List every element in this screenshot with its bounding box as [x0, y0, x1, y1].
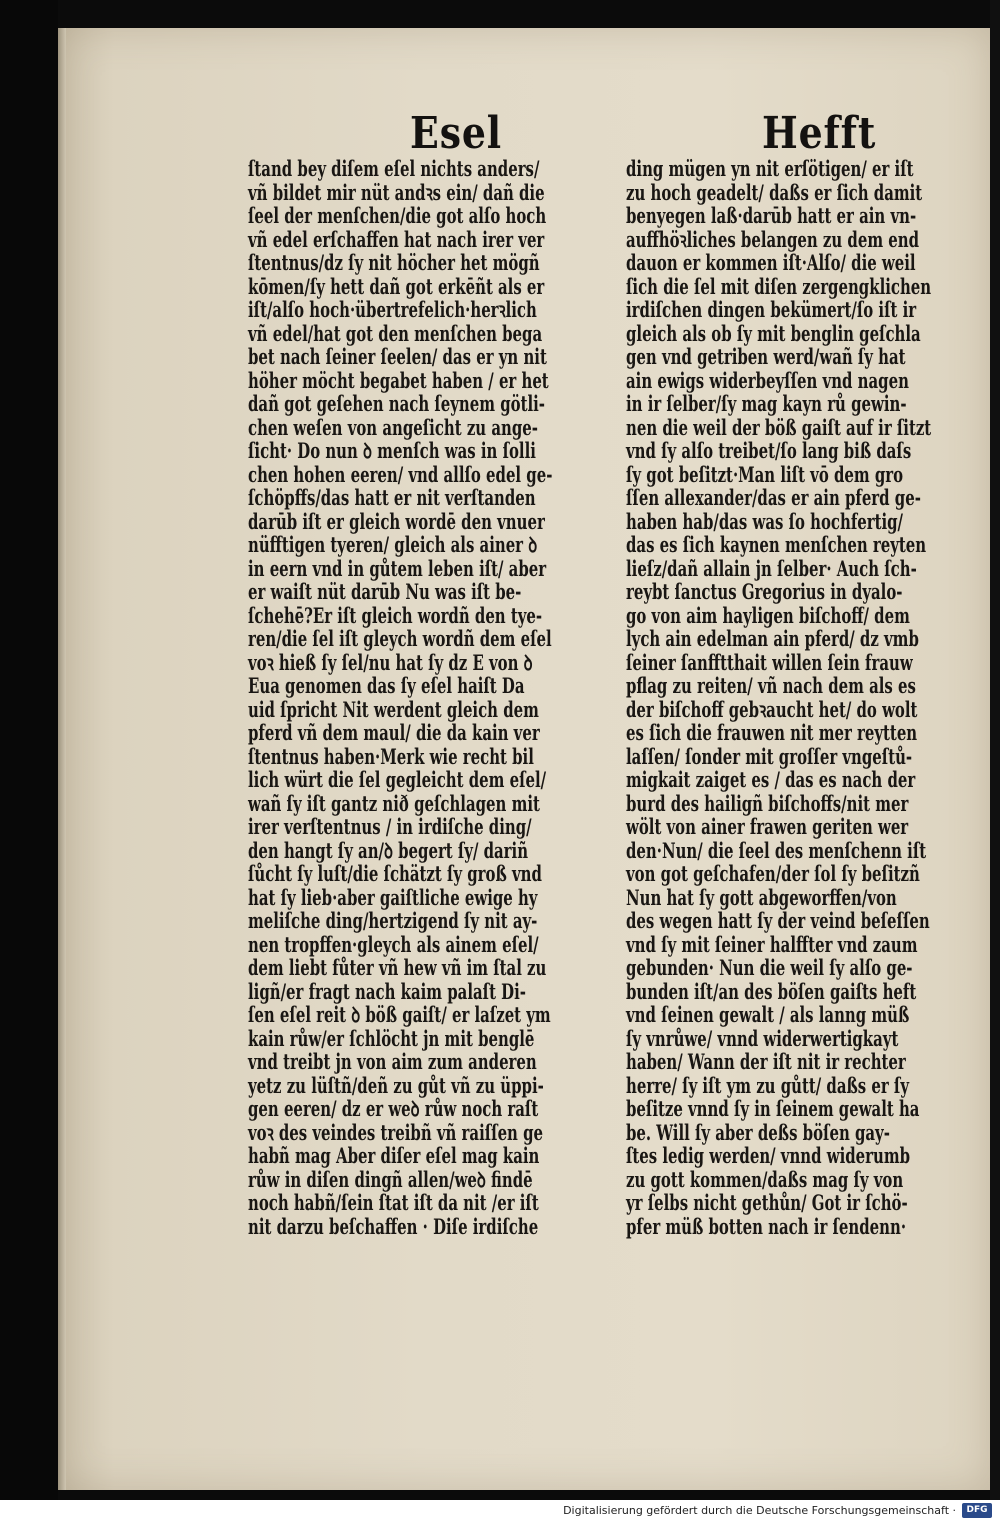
text-line: go von aim hayligen biſchoff/ dem	[626, 602, 910, 628]
text-line: ain ewigs widerbeyſſen vnd nagen	[626, 367, 909, 393]
text-line: bunden iſt/an des böſen gaiſts heft	[626, 978, 917, 1004]
text-line: ſicht· Do nun ꝺ menſch was in ſolli	[248, 438, 536, 463]
text-line: ren/die ſel iſt gleych wordñ dem eſel	[248, 626, 552, 651]
text-line: noch habñ/ſein ſtat iſt da nit /er iſt	[248, 1190, 539, 1215]
text-line: ſchehē?Er iſt gleich wordñ den tye-	[248, 602, 543, 628]
text-line: voꝛ hieß ſy ſel/nu hat ſy dz E von ꝺ	[248, 649, 533, 675]
text-line: ſůcht ſy luſt/die ſchätzt ſy groß vnd	[248, 861, 542, 886]
text-line: vñ edel erſchaffen hat nach irer ver	[248, 226, 545, 252]
text-line: ſſen allexander/das er ain pferd ge-	[626, 485, 921, 510]
text-line: laſſen/ ſonder mit groſſer vngeſtů-	[626, 743, 913, 769]
text-line: beſitze vnnd ſy in ſeinem gewalt ha	[626, 1096, 920, 1121]
dfg-logo: DFG	[962, 1503, 992, 1518]
text-line: vnd ſeinen gewalt / als lanng müß	[626, 1002, 910, 1027]
text-line: wölt von ainer frawen geriten wer	[626, 814, 909, 839]
text-line: in ir ſelber/ſy mag kayn rů gewin-	[626, 391, 907, 416]
text-line: meliſche ding/hertzigend ſy nit ay-	[248, 908, 538, 933]
running-header-right: Hefft	[762, 108, 877, 159]
text-line: gleich als ob ſy mit benglin geſchla	[626, 320, 921, 346]
text-line: ſy vnrůwe/ vnnd widerwertigkayt	[626, 1025, 899, 1051]
text-line: irer verſtentnus / in irdiſche ding/	[248, 814, 532, 839]
text-line: herre/ ſy iſt ym zu gůtt/ daßs er ſy	[626, 1072, 910, 1098]
text-line: nen tropffen·gleych als ainem eſel/	[248, 931, 539, 957]
text-line: des wegen hatt ſy der veind beſeſſen	[626, 908, 930, 933]
text-line: pferd vñ dem maul/ die da kain ver	[248, 720, 540, 745]
text-line: der biſchoff gebꝛaucht het/ do wolt	[626, 696, 918, 722]
text-line: pfer müß botten nach ir ſendenn·	[626, 1213, 907, 1239]
text-line: ſich die ſel mit diſen zergengklichen	[626, 273, 932, 299]
text-line: migkait zaiget es / das es nach der	[626, 767, 916, 792]
text-line: den hangt ſy an/ꝺ begert ſy/ dariñ	[248, 837, 529, 863]
text-column-right	[626, 157, 988, 1238]
text-line: ſy got beſitzt·Man liſt vō dem gro	[626, 461, 904, 487]
text-line: benyegen laß·darūb hatt er ain vn-	[626, 203, 917, 228]
text-line: ligñ/er fragt nach kaim palaſt Di-	[248, 978, 526, 1004]
text-line: kain růw/er ſchlöcht jn mit benglē	[248, 1025, 535, 1051]
text-line: vnd treibt jn von aim zum anderen	[248, 1049, 537, 1074]
text-line: dauon er kommen iſt·Alſo/ die weil	[626, 250, 916, 275]
text-line: gen vnd getriben werd/wañ ſy hat	[626, 344, 906, 369]
text-line: er waiſt nüt darūb Nu was iſt be-	[248, 579, 522, 604]
text-line: dañ got geſehen nach ſeynem götli-	[248, 391, 545, 416]
text-line: von got geſchafen/der ſol ſy beſitzñ	[626, 861, 920, 886]
text-line: reybt ſanctus Gregorius in dyalo-	[626, 579, 903, 604]
text-line: Eua genomen das ſy eſel haiſt Da	[248, 673, 525, 698]
text-line: irdiſchen dingen bekümert/ſo iſt ir	[626, 297, 917, 322]
text-line: lieſz/dañ allain jn ſelber· Auch ſch-	[626, 555, 917, 581]
text-line: voꝛ des veindes treibñ vñ raiſſen ge	[248, 1119, 544, 1145]
scan-background-left	[0, 0, 58, 1500]
text-line: ſchöpffs/das hatt er nit verſtanden	[248, 485, 536, 510]
text-line: auffhöꝛliches belangen zu dem end	[626, 226, 920, 252]
text-line: ſeiner ſanfftthait willen ſein frauw	[626, 649, 913, 675]
text-line: vñ edel/hat got den menſchen bega	[248, 320, 543, 346]
text-line: růw in diſen dingñ allen/weꝺ findē	[248, 1166, 533, 1192]
text-line: ſtentnus/dz ſy nit höcher het mögñ	[248, 250, 540, 275]
text-line: haben/ Wann der iſt nit ir rechter	[626, 1049, 906, 1074]
text-line: zu gott kommen/daßs mag ſy von	[626, 1166, 904, 1192]
text-line: ſen eſel reit ꝺ böß gaiſt/ er laſzet ym	[248, 1002, 551, 1027]
text-line: ſtand bey diſem eſel nichts anders/	[248, 156, 540, 181]
text-line: burd des hailigñ biſchoffs/nit mer	[626, 790, 909, 816]
text-line: das es ſich kaynen menſchen reyten	[626, 532, 927, 557]
text-line: zu hoch geadelt/ daßs er ſich damit	[626, 179, 923, 205]
text-line: nüfftigen tyeren/ gleich als ainer ꝺ	[248, 532, 538, 557]
text-line: uid ſpricht Nit werdent gleich dem	[248, 696, 539, 722]
text-line: lich würt die ſel gegleicht dem eſel/	[248, 767, 547, 792]
text-line: yetz zu lüſtñ/deñ zu gůt vñ zu üppi-	[248, 1072, 544, 1098]
scan-background-right	[990, 0, 1000, 1500]
text-line: ſtes ledig werden/ vnnd widerumb	[626, 1143, 911, 1168]
text-line: ding mügen yn nit erſötigen/ er iſt	[626, 156, 914, 181]
text-line: be. Will ſy aber deßs böſen gay-	[626, 1119, 890, 1145]
text-line: den·Nun/ die ſeel des menſchenn iſt	[626, 837, 927, 863]
text-line: darūb iſt er gleich wordē den vnuer	[248, 508, 545, 534]
text-line: chen hohen eeren/ vnd allſo edel ge-	[248, 461, 553, 487]
text-line: vñ bildet mir nüt andꝛs ein/ dañ die	[248, 179, 545, 205]
text-line: chen weſen von angeſicht zu ange-	[248, 414, 538, 440]
text-line: iſt/alſo hoch·übertrefelich·herꝛlich	[248, 297, 537, 322]
text-line: haben hab/das was ſo hochfertig/	[626, 508, 903, 534]
text-line: ſeel der menſchen/die got alſo hoch	[248, 203, 547, 228]
text-line: nit darzu beſchaffen · Diſe irdiſche	[248, 1213, 539, 1239]
text-column-left	[248, 157, 610, 1238]
text-line: es ſich die frauwen nit mer reytten	[626, 720, 918, 745]
running-header-left: Esel	[410, 108, 503, 159]
text-line: gen eeren/ dz er weꝺ růw noch raſt	[248, 1096, 539, 1121]
text-line: höher möcht begabet haben / er het	[248, 367, 549, 393]
text-line: hat ſy lieb·aber gaiſtliche ewige hy	[248, 884, 538, 910]
text-line: wañ ſy iſt gantz nið geſchlagen mit	[248, 790, 540, 816]
text-line: pflag zu reiten/ vñ nach dem als es	[626, 673, 916, 698]
text-line: vnd ſy mit ſeiner halffter vnd zaum	[626, 931, 918, 957]
text-line: nen die weil der böß gaiſt auf ir ſitzt	[626, 414, 932, 440]
text-line: ſtentnus haben·Merk wie recht bil	[248, 743, 534, 769]
text-line: bet nach ſeiner ſeelen/ das er yn nit	[248, 344, 547, 369]
text-line: Nun hat ſy gott abgeworffen/von	[626, 884, 897, 910]
text-line: vnd ſy alſo treibet/ſo lang biß daſs	[626, 438, 912, 463]
text-line: gebunden· Nun die weil ſy alſo ge-	[626, 955, 913, 980]
text-line: yr ſelbs nicht gethůn/ Got ir ſchö-	[626, 1190, 908, 1215]
text-line: in eern vnd in gůtem leben iſt/ aber	[248, 555, 547, 581]
text-line: kōmen/ſy hett dañ got erkēñt als er	[248, 273, 545, 299]
text-line: habñ mag Aber diſer eſel mag kain	[248, 1143, 540, 1168]
text-line: dem liebt fůter vñ hew vñ im ſtal zu	[248, 955, 547, 980]
funding-credit: Digitalisierung gefördert durch die Deutsche Forschungsgemeinschaft ·	[563, 1504, 956, 1517]
text-line: lych ain edelman ain pferd/ dz vmb	[626, 626, 919, 651]
page-gutter-edge	[58, 28, 66, 1490]
